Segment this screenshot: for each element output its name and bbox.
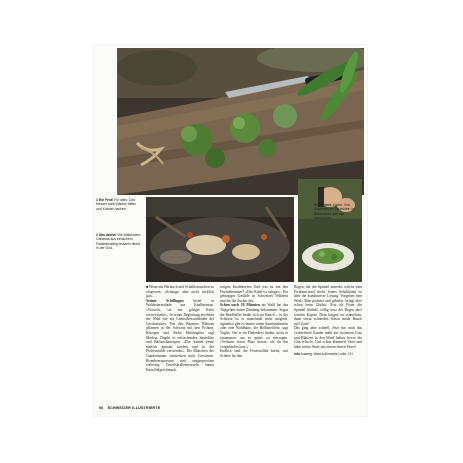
bullet-mark: ■ <box>146 285 150 289</box>
caption-1 <box>96 198 142 211</box>
col3-paragraph-2: Das ging aber schnell. Jetzt nur noch das vorbereitete Zunder mehl aus trocknem Gras und Blättern in den Wind halten, bevor die Glut erlischt. Und schon klimmert Vater und habe weiter Stufe aus einem feinen Feuer! <box>294 326 362 349</box>
col3-paragraph-1: Bogen, dar die Spindel antreibt, welche eine Fichtenwurzel dreht, feuers Schaltknäul ist aber die kombinierte Lösung. Vorgehen eine Werk: Man probiert und gebührt, bringt aber schon beim Glutbis. Erst als Feuer die Spindel festbält, völlig trotz der Regen über werden Kaputt. Dein kingen zu schmelzen, dann streut schneiden Schon müde Rauch auf! Zach! <box>294 285 362 326</box>
article-body <box>146 285 362 401</box>
col2-paragraph-3: Endlich sind die Feuerstellen bereit, mit Schnee für den <box>220 349 288 358</box>
bread-on-embers-photo <box>146 197 294 282</box>
col1-lead-in: Seinen Schillingen <box>146 298 184 303</box>
article-column-3 <box>294 285 362 401</box>
herbs-on-board-photo <box>117 48 364 195</box>
magazine-page <box>94 45 367 416</box>
page-number: 96 <box>99 406 104 410</box>
caption-1-body: Für alles: Das Messer kann Bäume fällen und Kräuter hacken. <box>96 198 137 211</box>
caption-2-body: Die Waldköche: Cabanas aus einfachem Fladenbrotteig brutzeln direkt in der Glut. <box>96 233 142 250</box>
col2-paragraph-1: rotigen Knabbereien Und was ist mit den Fischabenteuer? «Das Kuhe ist ruhiger». Ein gebirgiges Gefühle in Schweizer Wäldern und für die Zucker des <box>220 285 288 303</box>
caption-3-body: küche: Von Gourmets im Sauerklee: Im Bärlauchen darf das schmecken. <box>314 203 356 220</box>
caption-3 <box>314 203 362 220</box>
hands-holding-plate-photo <box>298 179 362 282</box>
info-label: Info <box>294 352 300 357</box>
caption-2-title: 2 Das darfst! <box>96 233 117 237</box>
caption-1-title: 1 Ein Fest! <box>96 198 114 202</box>
info-box <box>294 352 362 357</box>
page-footer <box>99 406 160 410</box>
col2-lead-in: Schon nach 10 Minuten <box>220 303 260 308</box>
info-text: Ausweg: Wald Außenseite Leiter, CH <box>300 352 353 357</box>
article-column-2 <box>220 285 288 401</box>
article-column-1 <box>146 285 214 401</box>
caption-3-title: 3 Gourmet- <box>314 203 333 207</box>
col2-paragraph-2: im Wald hat das Tripgehen einen Zündung bekommen. Sogar die Rindhälfte findet sich im Bauch – in der Schweiz ist es manchmal nicht möglich, irgendwo gibt es immer einen Ameisenhaufen oder eine Waldhütte, die Höflimeitlein, sagt Vogler. Vier er im Fladenbrot finden, sticht er zusammen, um es später zu entsorgen. «Verlasse einen Platz besser, als du ihn vorgefunden hast.» <box>220 303 289 349</box>
caption-2 <box>96 233 142 250</box>
magazine-brand: SCHWEIZER ILLUSTRIERTE <box>107 406 161 410</box>
col1-paragraph-2: bietet er Waldesternsalade aus Knalbertmus. «Vorsicht, sie mit giftiger Kette verwechseln!». In seiner Begleitung erscheint der Wald wie ein Gemischtwarenladen der Geschmäcker. Von den Bäumen, Blättern pflanzen in der Schweiz mit den Fichten, Knospen und Säcke Häfelzapfen sagt Markus. Dagibt es erfrischenden Sauerklee und Bärlauchknospen. «Die Samen keine melrich genutzt werden und in die Pfeffermühle verwendet». Die Blättchen des Gundermanns schmecken nach Gewürzen. Brombeersprossen sind ausgesprochen vielseitig Teufelskrallenwurzeln hatten Kartoffelgeschmack. <box>146 298 214 372</box>
col1-paragraph-1: Wenn mit Bärlauch und Schäklotrauchen zu vergessen, «Schauge, aber nicht wirklich gut». <box>146 285 214 299</box>
